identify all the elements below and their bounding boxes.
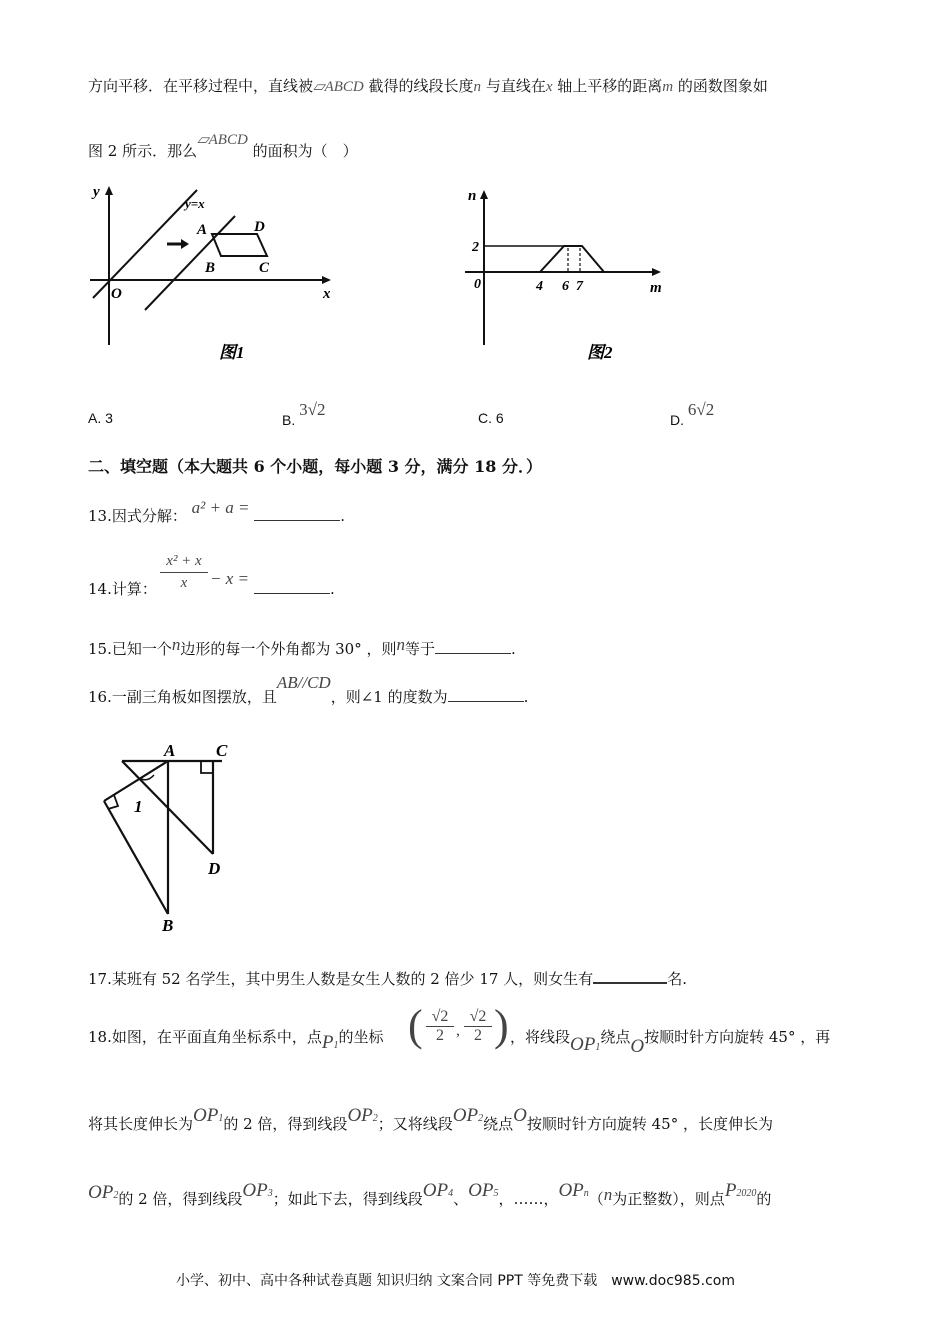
fig1-c-label: C [259, 260, 270, 276]
q15-answer-blank[interactable] [435, 639, 511, 654]
figure-2 [460, 180, 680, 370]
q14-fraction: x² + x x [160, 553, 208, 592]
fig2-tick-7: 7 [576, 279, 583, 294]
option-d[interactable]: D. 6√2 [670, 400, 715, 428]
q16-figure [88, 736, 258, 936]
q16-label-one: 1 [134, 797, 143, 816]
fig1-caption: 图1 [219, 343, 245, 362]
fig1-a-label: A [197, 222, 208, 238]
q18-line3: OP2的 2 倍，得到线段OP3；如此下去，得到线段OP4、OP5，……，OPn（n为正整数），则点P2020的 [88, 1180, 772, 1208]
fig2-y-tick: 2 [472, 240, 479, 255]
q16-label-c: C [216, 741, 228, 760]
fig2-n-arrow [480, 190, 488, 199]
fig2-n-label: n [468, 188, 477, 204]
fig1-line-label: y=x [185, 196, 205, 211]
fig1-y-arrow [105, 186, 113, 195]
q14-tail: − x = [210, 569, 249, 588]
q17-answer-blank[interactable] [593, 968, 667, 984]
q13: 13.因式分解： a² + a = . [88, 498, 345, 525]
fig1-d-label: D [254, 219, 265, 235]
q15: 15.已知一个n边形的每一个外角都为 30° ，则n等于 . [88, 635, 516, 658]
q13-answer-blank[interactable] [254, 506, 340, 521]
fig1-x-arrow [322, 276, 331, 284]
q16: 16.一副三角板如图摆放，且AB//CD，则∠1 的度数为 . [88, 673, 529, 706]
fig1-parallelogram [212, 234, 267, 256]
section2-title: 二、填空题（本大题共 6 个小题，每小题 3 分，满分 18 分．） [88, 457, 542, 476]
option-a[interactable]: A. 3 [88, 410, 113, 426]
option-b[interactable]: B. 3√2 [282, 400, 326, 428]
q18-line2: 将其长度伸长为OP1的 2 倍，得到线段OP2；又将线段OP2绕点O按顺时针方向旋转 45° ，长度伸长为 [88, 1105, 773, 1133]
fig2-m-arrow [652, 268, 661, 276]
fig2-tick-4: 4 [536, 279, 543, 294]
fig2-graph [540, 246, 604, 272]
q12-line1: 方向平移．在平移过程中，直线被▱ABCD 截得的线段长度n 与直线在x 轴上平移的距离m 的函数图象如 [88, 77, 768, 95]
q14: 14.计算： [88, 580, 157, 598]
option-c[interactable]: C. 6 [478, 410, 504, 426]
fig1-b-label: B [205, 260, 216, 276]
q16-label-b: B [162, 916, 174, 935]
q16-label-a: A [164, 741, 176, 760]
figure-1 [85, 180, 345, 370]
fig2-tick-6: 6 [562, 279, 569, 294]
fig2-m-label: m [650, 280, 662, 296]
q14-answer-blank[interactable] [254, 579, 330, 594]
page-footer[interactable]: 小学、初中、高中各种试卷真题 知识归纳 文案合同 PPT 等免费下载 www.doc985.com [176, 1273, 735, 1289]
fig2-caption: 图2 [587, 343, 613, 362]
q14-blank-line: . [254, 578, 335, 600]
fig1-o-label: O [111, 286, 122, 302]
fig1-x-label: x [323, 286, 331, 302]
q12-line2: 图 2 所示．那么▱ABCD 的面积为（ ） [88, 132, 358, 160]
q16-label-d: D [208, 859, 221, 878]
q17: 17.某班有 52 名学生，其中男生人数是女生人数的 2 倍少 17 人，则女生有 名. [88, 970, 687, 988]
fig2-o-label: 0 [474, 277, 481, 292]
q16-answer-blank[interactable] [448, 687, 524, 702]
q18-line1-rest: ，将线段OP1绕点O按顺时针方向旋转 45° ，再 [510, 1028, 831, 1057]
q18-line1: 18.如图，在平面直角坐标系中，点P1的坐标 [88, 1028, 384, 1053]
fig1-y-label: y [93, 184, 100, 200]
